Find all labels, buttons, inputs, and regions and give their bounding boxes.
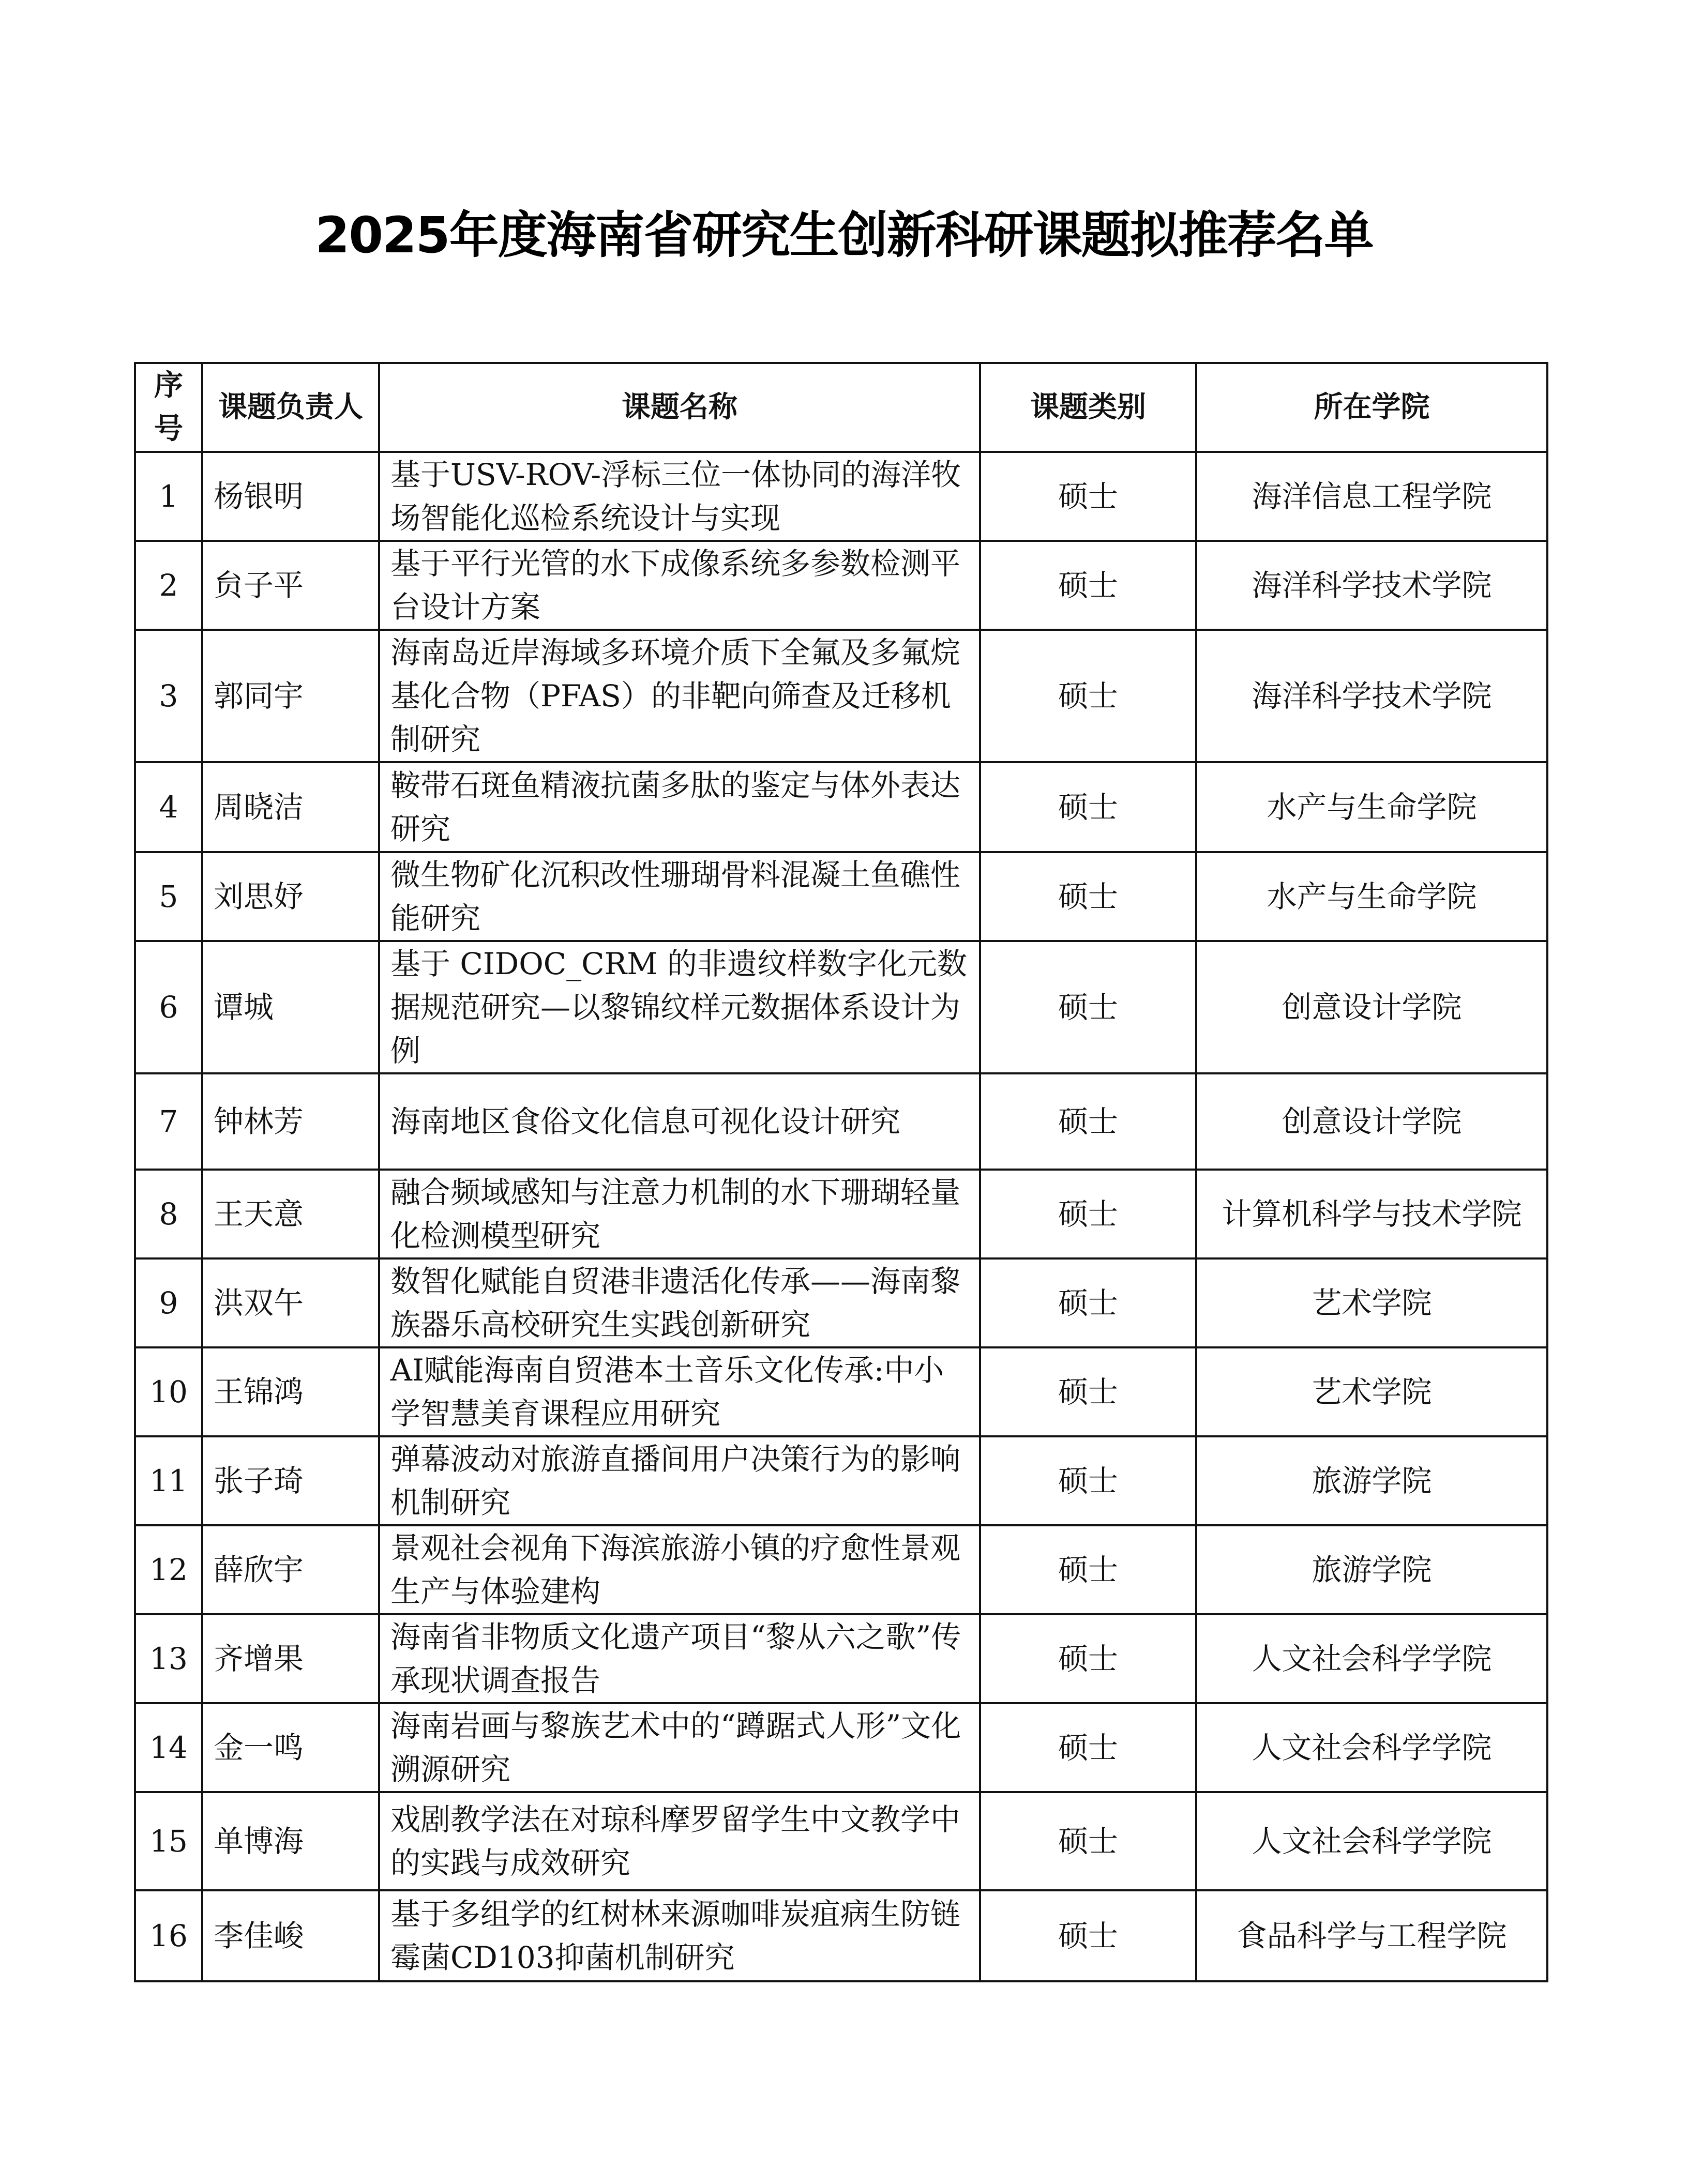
cell-category: 硕士 [980, 1890, 1196, 1981]
cell-title: 基于平行光管的水下成像系统多参数检测平台设计方案 [379, 541, 980, 630]
cell-title: 融合频域感知与注意力机制的水下珊瑚轻量化检测模型研究 [379, 1170, 980, 1258]
table-row [135, 452, 1547, 541]
cell-title: 数智化赋能自贸港非遗活化传承——海南黎族器乐高校研究生实践创新研究 [379, 1258, 980, 1347]
cell-category: 硕士 [980, 1614, 1196, 1703]
header-seq: 序号 [135, 363, 202, 452]
cell-college: 食品科学与工程学院 [1196, 1890, 1547, 1981]
cell-leader: 钟林芳 [202, 1073, 379, 1170]
cell-category: 硕士 [980, 1525, 1196, 1614]
cell-seq: 13 [135, 1614, 202, 1703]
cell-title: 基于 CIDOC_CRM 的非遗纹样数字化元数据规范研究—以黎锦纹样元数据体系设计为例 [379, 941, 980, 1073]
cell-title: 海南岛近岸海域多环境介质下全氟及多氟烷基化合物（PFAS）的非靶向筛查及迁移机制研究 [379, 630, 980, 762]
cell-college: 人文社会科学学院 [1196, 1792, 1547, 1890]
cell-category: 硕士 [980, 762, 1196, 852]
table-row [135, 1258, 1547, 1347]
cell-college: 海洋科学技术学院 [1196, 541, 1547, 630]
cell-college: 海洋科学技术学院 [1196, 630, 1547, 762]
table-row [135, 852, 1547, 941]
cell-category: 硕士 [980, 452, 1196, 541]
page-title: 2025年度海南省研究生创新科研课题拟推荐名单 [315, 206, 1373, 264]
cell-seq: 16 [135, 1890, 202, 1981]
cell-category: 硕士 [980, 1792, 1196, 1890]
table-row [135, 1890, 1547, 1981]
header-college: 所在学院 [1196, 363, 1547, 452]
cell-seq: 14 [135, 1703, 202, 1792]
cell-seq: 11 [135, 1436, 202, 1525]
cell-seq: 3 [135, 630, 202, 762]
cell-title: 景观社会视角下海滨旅游小镇的疗愈性景观生产与体验建构 [379, 1525, 980, 1614]
cell-college: 人文社会科学学院 [1196, 1703, 1547, 1792]
cell-title: 微生物矿化沉积改性珊瑚骨料混凝土鱼礁性能研究 [379, 852, 980, 941]
cell-title: AI赋能海南自贸港本土音乐文化传承:中小学智慧美育课程应用研究 [379, 1347, 980, 1436]
cell-leader: 单博海 [202, 1792, 379, 1890]
cell-seq: 8 [135, 1170, 202, 1258]
table-row [135, 630, 1547, 762]
cell-leader: 谭城 [202, 941, 379, 1073]
cell-leader: 王锦鸿 [202, 1347, 379, 1436]
cell-category: 硕士 [980, 1258, 1196, 1347]
cell-seq: 9 [135, 1258, 202, 1347]
cell-seq: 15 [135, 1792, 202, 1890]
cell-category: 硕士 [980, 941, 1196, 1073]
cell-leader: 洪双午 [202, 1258, 379, 1347]
table-header-row [135, 363, 1547, 452]
cell-college: 艺术学院 [1196, 1347, 1547, 1436]
cell-seq: 10 [135, 1347, 202, 1436]
cell-title: 戏剧教学法在对琼科摩罗留学生中文教学中的实践与成效研究 [379, 1792, 980, 1890]
cell-college: 计算机科学与技术学院 [1196, 1170, 1547, 1258]
cell-leader: 李佳峻 [202, 1890, 379, 1981]
cell-leader: 刘思妤 [202, 852, 379, 941]
table-row [135, 1436, 1547, 1525]
cell-title: 基于多组学的红树林来源咖啡炭疽病生防链霉菌CD103抑菌机制研究 [379, 1890, 980, 1981]
table-row [135, 1703, 1547, 1792]
cell-title: 鞍带石斑鱼精液抗菌多肽的鉴定与体外表达研究 [379, 762, 980, 852]
cell-seq: 6 [135, 941, 202, 1073]
cell-seq: 5 [135, 852, 202, 941]
header-leader: 课题负责人 [202, 363, 379, 452]
cell-seq: 1 [135, 452, 202, 541]
cell-leader: 贠子平 [202, 541, 379, 630]
cell-category: 硕士 [980, 630, 1196, 762]
cell-title: 海南省非物质文化遗产项目“黎从六之歌”传承现状调查报告 [379, 1614, 980, 1703]
cell-seq: 2 [135, 541, 202, 630]
cell-leader: 郭同宇 [202, 630, 379, 762]
table-row [135, 1073, 1547, 1170]
cell-leader: 杨银明 [202, 452, 379, 541]
header-category: 课题类别 [980, 363, 1196, 452]
table-row [135, 1792, 1547, 1890]
cell-seq: 7 [135, 1073, 202, 1170]
cell-college: 艺术学院 [1196, 1258, 1547, 1347]
cell-college: 人文社会科学学院 [1196, 1614, 1547, 1703]
cell-category: 硕士 [980, 1436, 1196, 1525]
cell-leader: 张子琦 [202, 1436, 379, 1525]
cell-title: 海南地区食俗文化信息可视化设计研究 [379, 1073, 980, 1170]
header-title: 课题名称 [379, 363, 980, 452]
cell-college: 水产与生命学院 [1196, 762, 1547, 852]
cell-category: 硕士 [980, 852, 1196, 941]
cell-category: 硕士 [980, 541, 1196, 630]
table-row [135, 1347, 1547, 1436]
cell-seq: 12 [135, 1525, 202, 1614]
cell-category: 硕士 [980, 1073, 1196, 1170]
cell-college: 旅游学院 [1196, 1525, 1547, 1614]
cell-category: 硕士 [980, 1170, 1196, 1258]
recommendation-table [134, 362, 1548, 1982]
cell-college: 创意设计学院 [1196, 941, 1547, 1073]
cell-category: 硕士 [980, 1347, 1196, 1436]
table-row [135, 1525, 1547, 1614]
cell-title: 弹幕波动对旅游直播间用户决策行为的影响机制研究 [379, 1436, 980, 1525]
table-row [135, 762, 1547, 852]
table-row [135, 541, 1547, 630]
cell-leader: 金一鸣 [202, 1703, 379, 1792]
cell-leader: 齐增果 [202, 1614, 379, 1703]
cell-college: 创意设计学院 [1196, 1073, 1547, 1170]
table-row [135, 1170, 1547, 1258]
cell-college: 旅游学院 [1196, 1436, 1547, 1525]
cell-college: 水产与生命学院 [1196, 852, 1547, 941]
cell-leader: 周晓洁 [202, 762, 379, 852]
cell-title: 基于USV-ROV-浮标三位一体协同的海洋牧场智能化巡检系统设计与实现 [379, 452, 980, 541]
cell-college: 海洋信息工程学院 [1196, 452, 1547, 541]
table-row [135, 1614, 1547, 1703]
table-row [135, 941, 1547, 1073]
cell-category: 硕士 [980, 1703, 1196, 1792]
cell-seq: 4 [135, 762, 202, 852]
cell-title: 海南岩画与黎族艺术中的“蹲踞式人形”文化溯源研究 [379, 1703, 980, 1792]
cell-leader: 薛欣宇 [202, 1525, 379, 1614]
cell-leader: 王天意 [202, 1170, 379, 1258]
